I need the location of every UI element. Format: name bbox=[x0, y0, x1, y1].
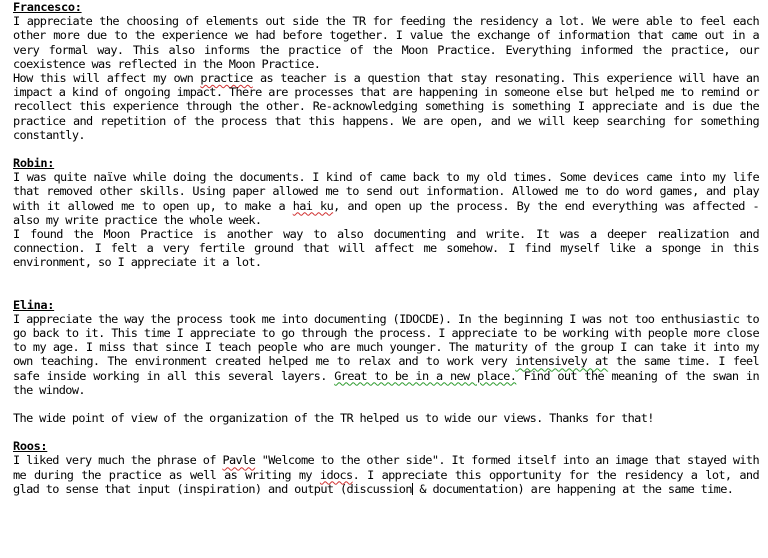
grammar-mark[interactable]: intensively at bbox=[515, 354, 609, 369]
paragraph: I appreciate the choosing of elements out side the TR for feeding the residency a lot. We were able to feel each other more due to the experience we had before together. I value the exchange of information that came out in a very formal way. This also informs the practice of the Moon Practice. Everything informed the practice, our coexistence was reflected in the Moon Practice. bbox=[13, 14, 759, 71]
speaker-name: Roos: bbox=[13, 439, 48, 454]
paragraph: The wide point of view of the organization of the TR helped us to wide our views. Thanks for that! bbox=[13, 411, 654, 426]
speaker-name: Francesco: bbox=[13, 0, 82, 14]
spelling-mark[interactable]: Pavle bbox=[222, 453, 256, 468]
section-francesco bbox=[13, 0, 759, 142]
grammar-mark[interactable]: Great to be in a new place. bbox=[334, 368, 517, 383]
paragraph: I found the Moon Practice is another way to also documenting and write. It was a deeper realization and connection. I felt a very fertile ground that will affect me somehow. I find myself like a sponge in this environment, so I appreciate it a lot. bbox=[13, 227, 759, 270]
speaker-name: Elina: bbox=[13, 297, 55, 312]
paragraph: I was quite naïve while doing the documents. I kind of came back to my old times. Some devices came into my life that removed other skills. Using paper allowed me to send out information. Allowed me to do word games, and play with it allowed me to open up, to make a hai ku, and open up the process. By the end everything was affected - also my write practice the whole week. bbox=[13, 170, 760, 227]
section-robin bbox=[13, 156, 759, 270]
speaker-name: Robin: bbox=[13, 156, 55, 171]
spelling-mark[interactable]: idocs bbox=[319, 467, 353, 482]
section-roos bbox=[13, 439, 759, 496]
document-body[interactable] bbox=[13, 0, 759, 496]
paragraph: How this will affect my own practice as teacher is a question that stay resonating. This experience will have an impact a kind of ongoing impact. There are processes that are happening in someone else but helped me to remind or recollect this experience through the other. Re-acknowledging something is something I appreciate and is due the practice and repetition of the process that this happens. We are open, and we will keep searching for something constantly. bbox=[13, 71, 759, 142]
spelling-mark[interactable]: practice bbox=[200, 71, 253, 86]
paragraph: I liked very much the phrase of Pavle "Welcome to the other side". It formed itself into an image that stayed with me during the practice as well as writing my idocs. I appreciate this opportunity for the residency a lot, and glad to sense that input (inspiration) and output (discussion & documentation) are happening at the same time. bbox=[13, 453, 759, 496]
spelling-mark[interactable]: hai ku bbox=[292, 198, 334, 213]
section-elina bbox=[13, 298, 759, 426]
paragraph: I appreciate the way the process took me into documenting (IDOCDE). In the beginning I was not too enthusiastic to go back to it. This time I appreciate to go through the process. I appreciate to be working with people more close to my age. I miss that since I teach people who are much younger. The maturity of the group I can take it into my own teaching. The environment created helped me to relax and to work very intensively at the same time. I feel safe inside working in all this several layers. Great to be in a new place. Find out the meaning of the swan in the window. bbox=[13, 311, 759, 397]
